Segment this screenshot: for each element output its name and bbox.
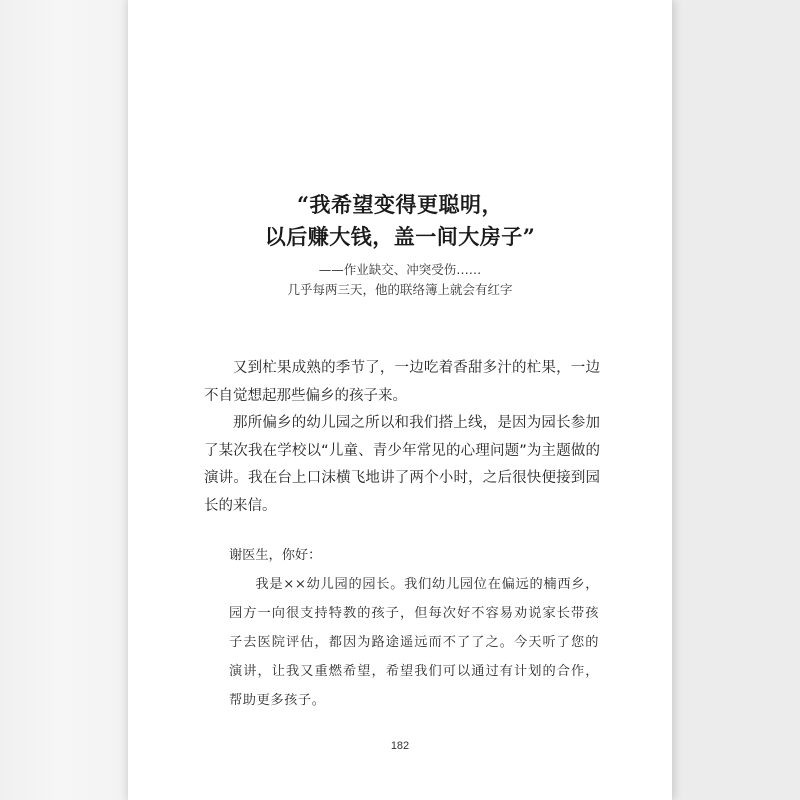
page-number: 182 (390, 740, 410, 752)
chapter-title-line-2: 以后赚大钱，盖一间大房子” (264, 224, 536, 249)
letter-content: 我是××幼儿园的园长。我们幼儿园位在偏远的楠西乡，园方一向很支持特教的孩子，但每次好不容易劝说家长带孩子去医院评估，都因为路途遥远而不了了之。今天听了您的演讲，让我又重燃希望，希望我们可以通过有计划的合作，帮助更多孩子。 (229, 577, 599, 708)
chapter-subtitle-line-2: 几乎每两三天，他的联络簿上就会有红字 (287, 282, 513, 297)
quoted-letter (229, 541, 599, 715)
chapter-title-line-1: “我希望变得更聪明， (296, 192, 504, 217)
body-paragraph-1: 又到杧果成熟的季节了，一边吃着香甜多汁的杧果，一边不自觉想起那些偏乡的孩子来。 (204, 360, 600, 404)
body-paragraph-2: 那所偏乡的幼儿园之所以和我们搭上线，是因为园长参加了某次我在学校以“儿童、青少年常见的心理问题”为主题做的演讲。我在台上口沫横飞地讲了两个小时，之后很快便接到园长的来信。 (204, 415, 600, 514)
book-page (128, 0, 672, 800)
letter-greeting: 谢医生，你好： (229, 548, 322, 563)
chapter-subtitle-line-1: ——作业缺交、冲突受伤…… (318, 262, 482, 277)
body-text (204, 355, 600, 520)
